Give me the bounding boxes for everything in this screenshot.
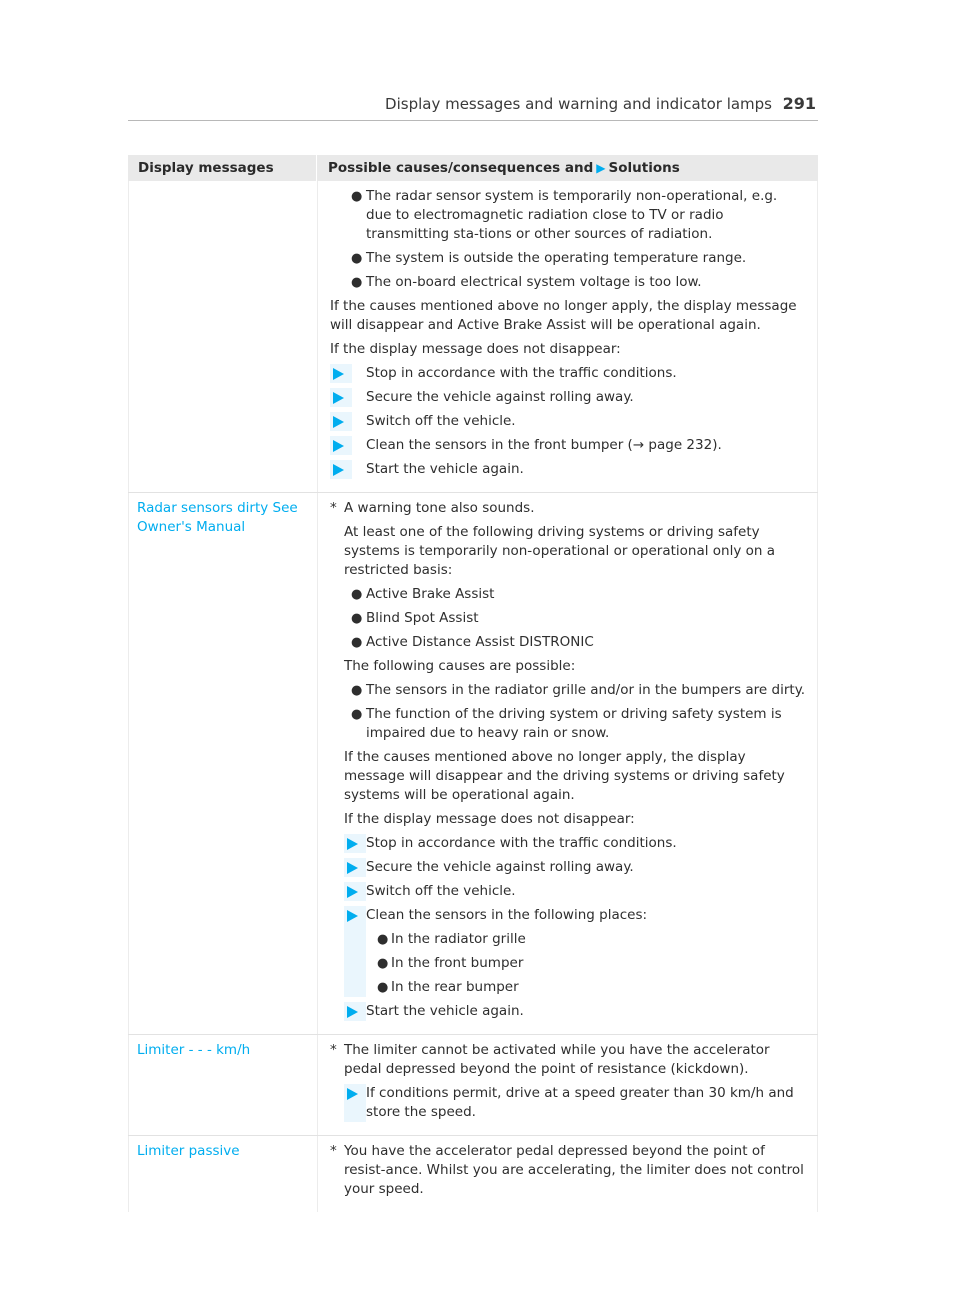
section-title: Display messages and warning and indicator lamps [385,95,772,113]
solution-step: Start the vehicle again. [330,460,806,479]
list-item: ● Blind Spot Assist [351,610,479,626]
table-row [128,1136,818,1212]
list-item: ● The sensors in the radiator grille and/or in the bumpers are dirty. [351,682,806,698]
col-display-messages: Display messages [138,160,274,176]
solution-step: Secure the vehicle against rolling away. [344,858,806,877]
message-cell [128,181,318,492]
causes-cell [318,181,818,492]
table-row [128,181,818,493]
list-item: ● Active Brake Assist [351,586,495,602]
step-arrow-icon [347,1006,358,1018]
step-arrow-icon [347,838,358,850]
paragraph: If the display message does not disappear: [344,811,635,827]
page-header [128,95,818,119]
messages-table [128,155,818,1212]
step-arrow-icon [347,910,358,922]
solution-step: Stop in accordance with the traffic conditions. [344,834,806,853]
footnote: * You have the accelerator pedal depressed beyond the point of resist-ance. Whilst you are accelerating, the limiter does not control your speed. [330,1143,804,1197]
play-arrow-icon: ▶ [596,161,606,175]
bullet-icon: ● [377,980,389,995]
list-item: ● The system is outside the operating temperature range. [351,250,747,266]
solution-step: Clean the sensors in the front bumper (→ page 232). [330,436,806,455]
page-number: 291 [782,94,816,113]
table-header [128,155,818,181]
list-item: ● In the rear bumper [377,979,519,995]
paragraph: At least one of the following driving systems or driving safety systems is temporarily non-operational or operational only on a restricted basis: [344,524,776,578]
table-row [128,1035,818,1136]
list-item: ● In the radiator grille [377,931,526,947]
bullet-icon: ● [351,251,363,266]
message-cell [128,1035,318,1135]
message-cell [128,493,318,1034]
bullet-icon: ● [351,587,363,602]
bullet-icon: ● [351,189,363,204]
solution-step: Clean the sensors in the following places: [366,907,648,923]
solution-step: Start the vehicle again. [344,1002,806,1021]
list-item: ● In the front bumper [377,955,524,971]
causes-cell [318,1136,818,1212]
causes-cell [318,493,818,1034]
step-arrow-icon [347,1088,358,1100]
step-arrow-icon [333,392,344,404]
solution-step: Secure the vehicle against rolling away. [330,388,806,407]
list-item: ● The function of the driving system or driving safety system is impaired due to heavy rain or snow. [351,706,782,741]
display-message: Radar sensors dirty See Owner's Manual [137,500,298,535]
bullet-icon: ● [351,635,363,650]
paragraph: If the causes mentioned above no longer apply, the display message will disappear and Active Brake Assist will be operational again. [330,298,797,333]
step-arrow-icon [333,368,344,380]
solution-step: Stop in accordance with the traffic conditions. [330,364,806,383]
list-item: ● The radar sensor system is temporarily non-operational, e.g. due to electromagnetic radiation close to TV or radio transmitting sta-tions or other sources of radiation. [351,188,778,242]
footnote: * A warning tone also sounds. [330,500,535,516]
list-item: ● The on-board electrical system voltage is too low. [351,274,702,290]
step-arrow-icon [347,862,358,874]
solution-step: Switch off the vehicle. [330,412,806,431]
step-arrow-icon [333,464,344,476]
bullet-icon: ● [351,275,363,290]
display-message: Limiter - - - km/h [137,1042,251,1058]
paragraph: If the causes mentioned above no longer apply, the display message will disappear and the driving systems or driving safety systems will be operational again. [344,749,785,803]
bullet-icon: ● [377,956,389,971]
paragraph: The following causes are possible: [344,658,576,674]
step-arrow-icon [347,886,358,898]
solution-step: If conditions permit, drive at a speed greater than 30 km/h and store the speed. [344,1084,806,1122]
paragraph: If the display message does not disappear: [330,341,621,357]
bullet-icon: ● [351,611,363,626]
solution-step-group [344,906,806,997]
table-row [128,493,818,1035]
footnote: * The limiter cannot be activated while you have the accelerator pedal depressed beyond the point of resistance (kickdown). [330,1042,770,1077]
bullet-icon: ● [351,683,363,698]
solution-step: Switch off the vehicle. [344,882,806,901]
message-cell [128,1136,318,1212]
step-arrow-icon [333,416,344,428]
bullet-icon: ● [377,932,389,947]
causes-cell [318,1035,818,1135]
bullet-icon: ● [351,707,363,722]
step-arrow-icon [333,440,344,452]
col-causes-solutions: Possible causes/consequences and ▶ Solutions [328,160,680,176]
list-item: ● Active Distance Assist DISTRONIC [351,634,594,650]
header-rule [128,120,818,121]
display-message: Limiter passive [137,1143,240,1159]
